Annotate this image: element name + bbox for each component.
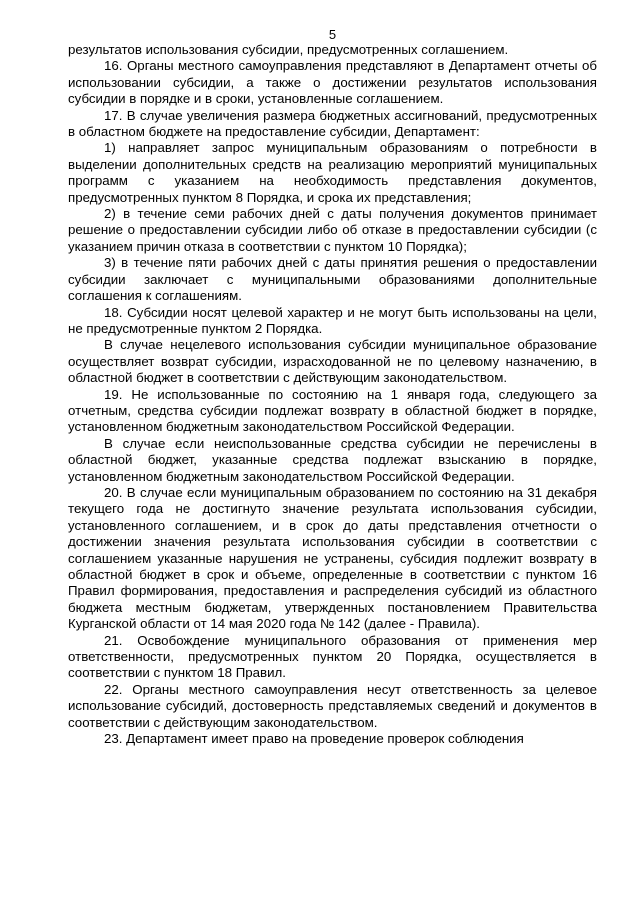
paragraph-17: 17. В случае увеличения размера бюджетных ассигнований, предусмотренных в областном бюджете на предоставление субсидии, Департамент:	[68, 107, 597, 140]
document-body	[68, 42, 597, 747]
paragraph-17-item-1: 1) направляет запрос муниципальным образованиям о потребности в выделении дополнительных средств на реализацию мероприятий муниципальных программ с указанием на необходимость представления документов, предусмотренных пунктом 8 Порядка, и срока их представления;	[68, 140, 597, 205]
paragraph-18: 18. Субсидии носят целевой характер и не могут быть использованы на цели, не предусмотренные пунктом 2 Порядка.	[68, 304, 597, 336]
paragraph-19: 19. Не использованные по состоянию на 1 января года, следующего за отчетным, средства субсидии подлежат возврату в областной бюджет в порядке, установленном бюджетным законодательством Российской Федерации.	[68, 386, 597, 435]
paragraph-21: 21. Освобождение муниципального образования от применения мер ответственности, предусмотренных пунктом 20 Порядка, осуществляется в соответствии с пунктом 18 Правил.	[68, 632, 597, 681]
paragraph-17-item-2: 2) в течение семи рабочих дней с даты получения документов принимает решение о предоставлении субсидии либо об отказе в предоставлении субсидии (с указанием причин отказа в соответствии с пунктом 10 Порядка);	[68, 206, 597, 254]
paragraph-17-item-3: 3) в течение пяти рабочих дней с даты принятия решения о предоставлении субсидии заключает с муниципальными образованиями дополнительные соглашения к соглашениям.	[68, 255, 597, 304]
paragraph-22: 22. Органы местного самоуправления несут ответственность за целевое использование субсидий, достоверность представляемых сведений и документов в соответствии с действующим законодательством.	[68, 681, 597, 730]
paragraph-16: 16. Органы местного самоуправления представляют в Департамент отчеты об использовании субсидии, а также о достижении результатов использования субсидии в порядке и в сроки, установленные соглашением.	[68, 58, 597, 107]
paragraph-19-recovery: В случае если неиспользованные средства субсидии не перечислены в областной бюджет, указанные средства подлежат взысканию в порядке, установленном бюджетным законодательством Российской Федерации.	[68, 435, 597, 484]
page-number: 5	[328, 27, 337, 42]
paragraph-continuation: результатов использования субсидии, предусмотренных соглашением.	[68, 42, 509, 57]
paragraph-18-misuse: В случае нецелевого использования субсидии муниципальное образование осуществляет возврат субсидии, израсходованной не по целевому назначению, в областной бюджет в соответствии с действующим законодательством.	[68, 337, 597, 386]
paragraph-23: 23. Департамент имеет право на проведение проверок соблюдения	[104, 731, 524, 747]
paragraph-20: 20. В случае если муниципальным образованием по состоянию на 31 декабря текущего года не достигнуто значение результата использования субсидии, установленного соглашением, и в срок до даты представления отчетности о достижении значения результата использования субсидии в соответствии с соглашением указанные нарушения не устранены, субсидия подлежит возврату в областной бюджет в срок и объеме, определенные в соответствии с пунктом 16 Правил формирования, предоставления и распределения субсидий из областного бюджета местным бюджетам, утвержденных постановлением Правительства Курганской области от 14 мая 2020 года № 142 (далее - Правила).	[68, 484, 597, 632]
